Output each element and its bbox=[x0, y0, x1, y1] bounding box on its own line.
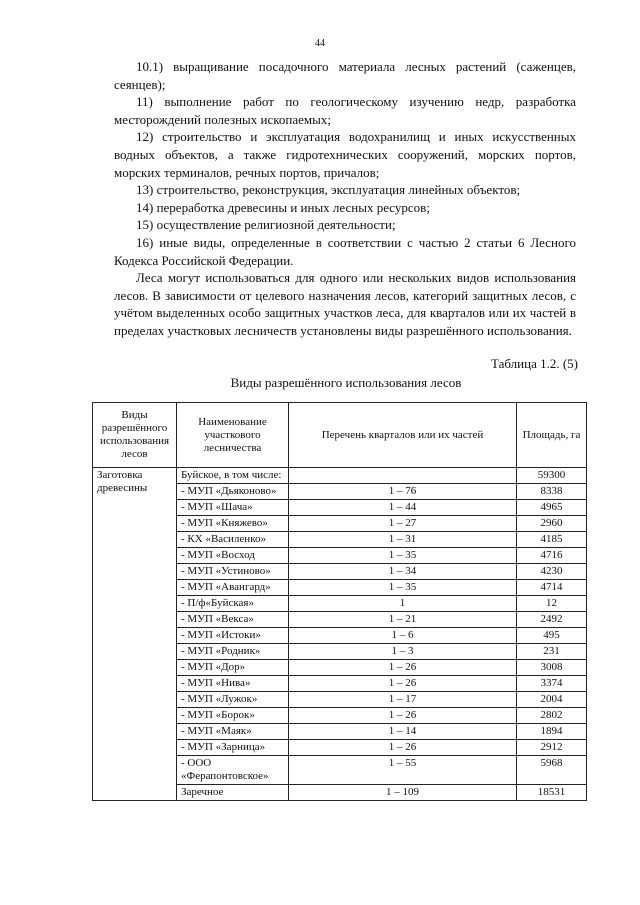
forestry-name-cell: - МУП «Векса» bbox=[177, 612, 289, 628]
quarters-cell: 1 – 34 bbox=[289, 564, 517, 580]
forestry-name-cell: - КХ «Василенко» bbox=[177, 532, 289, 548]
forestry-name-cell: Заречное bbox=[177, 785, 289, 801]
header-use-type: Виды разрешённого использования лесов bbox=[93, 403, 177, 468]
paragraph: 15) осуществление религиозной деятельности; bbox=[136, 217, 396, 233]
quarters-cell: 1 – 17 bbox=[289, 692, 517, 708]
quarters-cell: 1 – 26 bbox=[289, 708, 517, 724]
quarters-cell: 1 – 35 bbox=[289, 580, 517, 596]
area-cell: 1894 bbox=[517, 724, 587, 740]
area-cell: 4185 bbox=[517, 532, 587, 548]
quarters-cell: 1 – 3 bbox=[289, 644, 517, 660]
quarters-cell: 1 bbox=[289, 596, 517, 612]
forestry-name-cell: - МУП «Родник» bbox=[177, 644, 289, 660]
header-forestry-name: Наименование участкового лесничества bbox=[177, 403, 289, 468]
forestry-name-cell: Буйское, в том числе: bbox=[177, 468, 289, 484]
table-header-row bbox=[93, 403, 587, 468]
forestry-name-cell: - МУП «Княжево» bbox=[177, 516, 289, 532]
area-cell: 231 bbox=[517, 644, 587, 660]
forestry-name-cell: - МУП «Дор» bbox=[177, 660, 289, 676]
quarters-cell bbox=[289, 468, 517, 484]
page-number: 44 bbox=[315, 38, 325, 49]
area-cell: 2912 bbox=[517, 740, 587, 756]
forestry-name-cell: - МУП «Шача» bbox=[177, 500, 289, 516]
forestry-name-cell: - МУП «Борок» bbox=[177, 708, 289, 724]
area-cell: 3374 bbox=[517, 676, 587, 692]
forestry-name-cell: - МУП «Авангард» bbox=[177, 580, 289, 596]
area-cell: 2492 bbox=[517, 612, 587, 628]
forestry-name-cell: - МУП «Истоки» bbox=[177, 628, 289, 644]
quarters-cell: 1 – 109 bbox=[289, 785, 517, 801]
forestry-name-cell: - П/ф«Буйская» bbox=[177, 596, 289, 612]
body-text bbox=[114, 58, 576, 340]
area-cell: 5968 bbox=[517, 756, 587, 785]
table-row bbox=[93, 468, 587, 484]
quarters-cell: 1 – 31 bbox=[289, 532, 517, 548]
forestry-name-cell: - МУП «Маяк» bbox=[177, 724, 289, 740]
forestry-name-cell: - МУП «Дьяконово» bbox=[177, 484, 289, 500]
area-cell: 8338 bbox=[517, 484, 587, 500]
quarters-cell: 1 – 6 bbox=[289, 628, 517, 644]
paragraph: 13) строительство, реконструкция, эксплуатация линейных объектов; bbox=[136, 182, 521, 198]
header-quarters: Перечень кварталов или их частей bbox=[289, 403, 517, 468]
permitted-uses-table bbox=[92, 402, 587, 801]
quarters-cell: 1 – 27 bbox=[289, 516, 517, 532]
quarters-cell: 1 – 26 bbox=[289, 740, 517, 756]
forestry-name-cell: - МУП «Нива» bbox=[177, 676, 289, 692]
area-cell: 4965 bbox=[517, 500, 587, 516]
paragraph: 16) иные виды, определенные в соответствии с частью 2 статьи 6 Лесного Кодекса Российской Федерации. bbox=[114, 234, 576, 268]
forestry-name-cell: - ООО «Ферапонтовское» bbox=[177, 756, 289, 785]
quarters-cell: 1 – 76 bbox=[289, 484, 517, 500]
paragraph: 10.1) выращивание посадочного материала лесных растений (саженцев, сеянцев); bbox=[114, 59, 576, 92]
table-number: Таблица 1.2. (5) bbox=[490, 356, 578, 371]
quarters-cell: 1 – 26 bbox=[289, 676, 517, 692]
quarters-cell: 1 – 26 bbox=[289, 660, 517, 676]
header-area: Площадь, га bbox=[517, 403, 587, 468]
area-cell: 12 bbox=[517, 596, 587, 612]
use-type-cell: Заготовка древесины bbox=[93, 468, 177, 801]
table-body bbox=[93, 468, 587, 801]
area-cell: 2960 bbox=[517, 516, 587, 532]
paragraph: 11) выполнение работ по геологическому изучению недр, разработка месторождений полезных ископаемых; bbox=[114, 94, 576, 127]
area-cell: 18531 bbox=[517, 785, 587, 801]
forestry-name-cell: - МУП «Устиново» bbox=[177, 564, 289, 580]
paragraph: 12) строительство и эксплуатация водохранилищ и иных искусственных водных объектов, а также гидротехнических сооружений, морских портов, морских терминалов, речных портов, причалов; bbox=[114, 129, 576, 180]
quarters-cell: 1 – 35 bbox=[289, 548, 517, 564]
table-title: Виды разрешённого использования лесов bbox=[230, 375, 462, 390]
area-cell: 495 bbox=[517, 628, 587, 644]
quarters-cell: 1 – 21 bbox=[289, 612, 517, 628]
paragraph: Леса могут использоваться для одного или нескольких видов использования лесов. В зависимости от целевого назначения лесов, категорий защитных лесов, с учётом выделенных особо защитных участков леса, для кварталов или их частей в пределах участковых лесничеств установлены виды разрешённого использования. bbox=[114, 270, 576, 338]
area-cell: 2004 bbox=[517, 692, 587, 708]
quarters-cell: 1 – 44 bbox=[289, 500, 517, 516]
quarters-cell: 1 – 14 bbox=[289, 724, 517, 740]
area-cell: 4716 bbox=[517, 548, 587, 564]
forestry-name-cell: - МУП «Лужок» bbox=[177, 692, 289, 708]
area-cell: 4714 bbox=[517, 580, 587, 596]
paragraph: 14) переработка древесины и иных лесных ресурсов; bbox=[136, 199, 430, 215]
forestry-name-cell: - МУП «Зарница» bbox=[177, 740, 289, 756]
area-cell: 4230 bbox=[517, 564, 587, 580]
area-cell: 3008 bbox=[517, 660, 587, 676]
quarters-cell: 1 – 55 bbox=[289, 756, 517, 785]
forestry-name-cell: - МУП «Восход bbox=[177, 548, 289, 564]
area-cell: 59300 bbox=[517, 468, 587, 484]
area-cell: 2802 bbox=[517, 708, 587, 724]
